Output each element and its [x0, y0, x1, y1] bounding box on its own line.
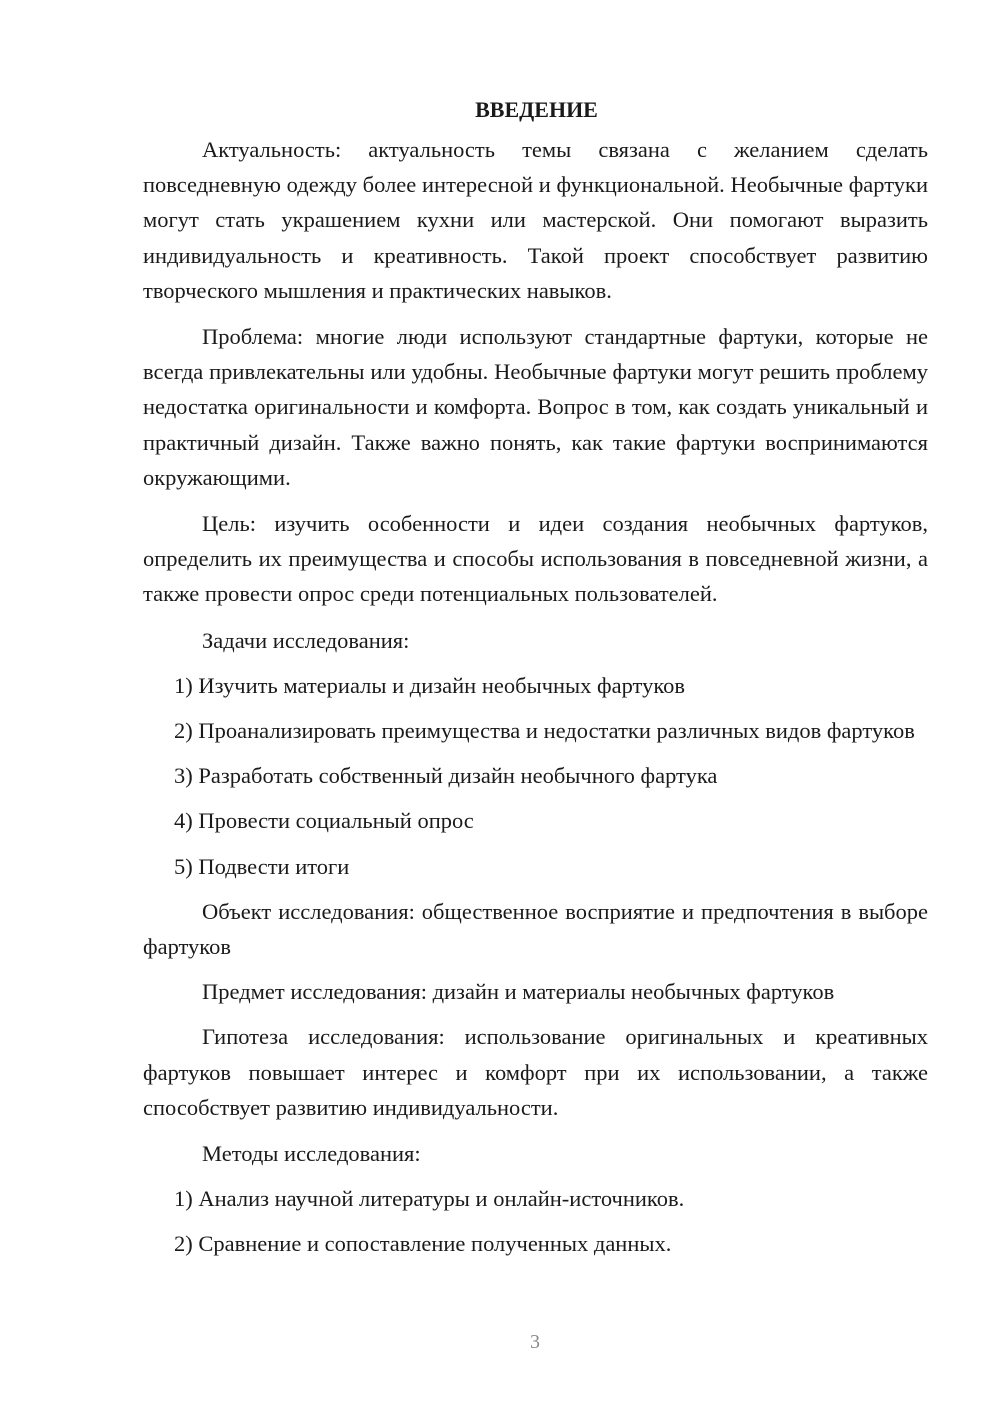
- goal-paragraph: Цель: изучить особенности и идеи создания необычных фартуков, определить их преимущества и способы использования в повседневной жизни, а также провести опрос среди потенциальных пользователей.: [143, 511, 928, 607]
- tasks-heading: Задачи исследования:: [202, 627, 410, 653]
- hypothesis-paragraph: Гипотеза исследования: использование оригинальных и креативных фартуков повышает интерес и комфорт при их использовании, а также способствует развитию индивидуальности.: [143, 1024, 928, 1120]
- object-paragraph: Объект исследования: общественное восприятие и предпочтения в выборе фартуков: [143, 898, 928, 960]
- relevance-paragraph: Актуальность: актуальность темы связана с желанием сделать повседневную одежду более интересной и функциональной. Необычные фартуки могут стать украшением кухни или мастерской. Они помогают выразить индивидуальность и креативность. Такой проект способствует развитию творческого мышления и практических навыков.: [143, 137, 928, 303]
- method-item-2: 2) Сравнение и сопоставление полученных данных.: [174, 1231, 672, 1257]
- tasks-list: [143, 668, 928, 884]
- section-title: ВВЕДЕНИЕ: [475, 97, 598, 122]
- task-item-5: 5) Подвести итоги: [174, 853, 350, 879]
- task-item-4: 4) Провести социальный опрос: [174, 808, 474, 834]
- methods-list: [143, 1181, 928, 1261]
- problem-paragraph: Проблема: многие люди используют стандартные фартуки, которые не всегда привлекательны или удобны. Необычные фартуки могут решить проблему недостатка оригинальности и комфорта. Вопрос в том, как создать уникальный и практичный дизайн. Также важно понять, как такие фартуки воспринимаются окружающими.: [143, 324, 928, 490]
- task-item-2: 2) Проанализировать преимущества и недостатки различных видов фартуков: [174, 718, 915, 744]
- task-item-3: 3) Разработать собственный дизайн необычного фартука: [174, 763, 718, 789]
- methods-heading: Методы исследования:: [202, 1141, 421, 1167]
- page-number: 3: [530, 1331, 540, 1353]
- task-item-1: 1) Изучить материалы и дизайн необычных фартуков: [174, 672, 686, 698]
- method-item-1: 1) Анализ научной литературы и онлайн-источников.: [174, 1186, 685, 1212]
- page-content: [143, 92, 928, 1262]
- subject-paragraph: Предмет исследования: дизайн и материалы необычных фартуков: [202, 979, 835, 1005]
